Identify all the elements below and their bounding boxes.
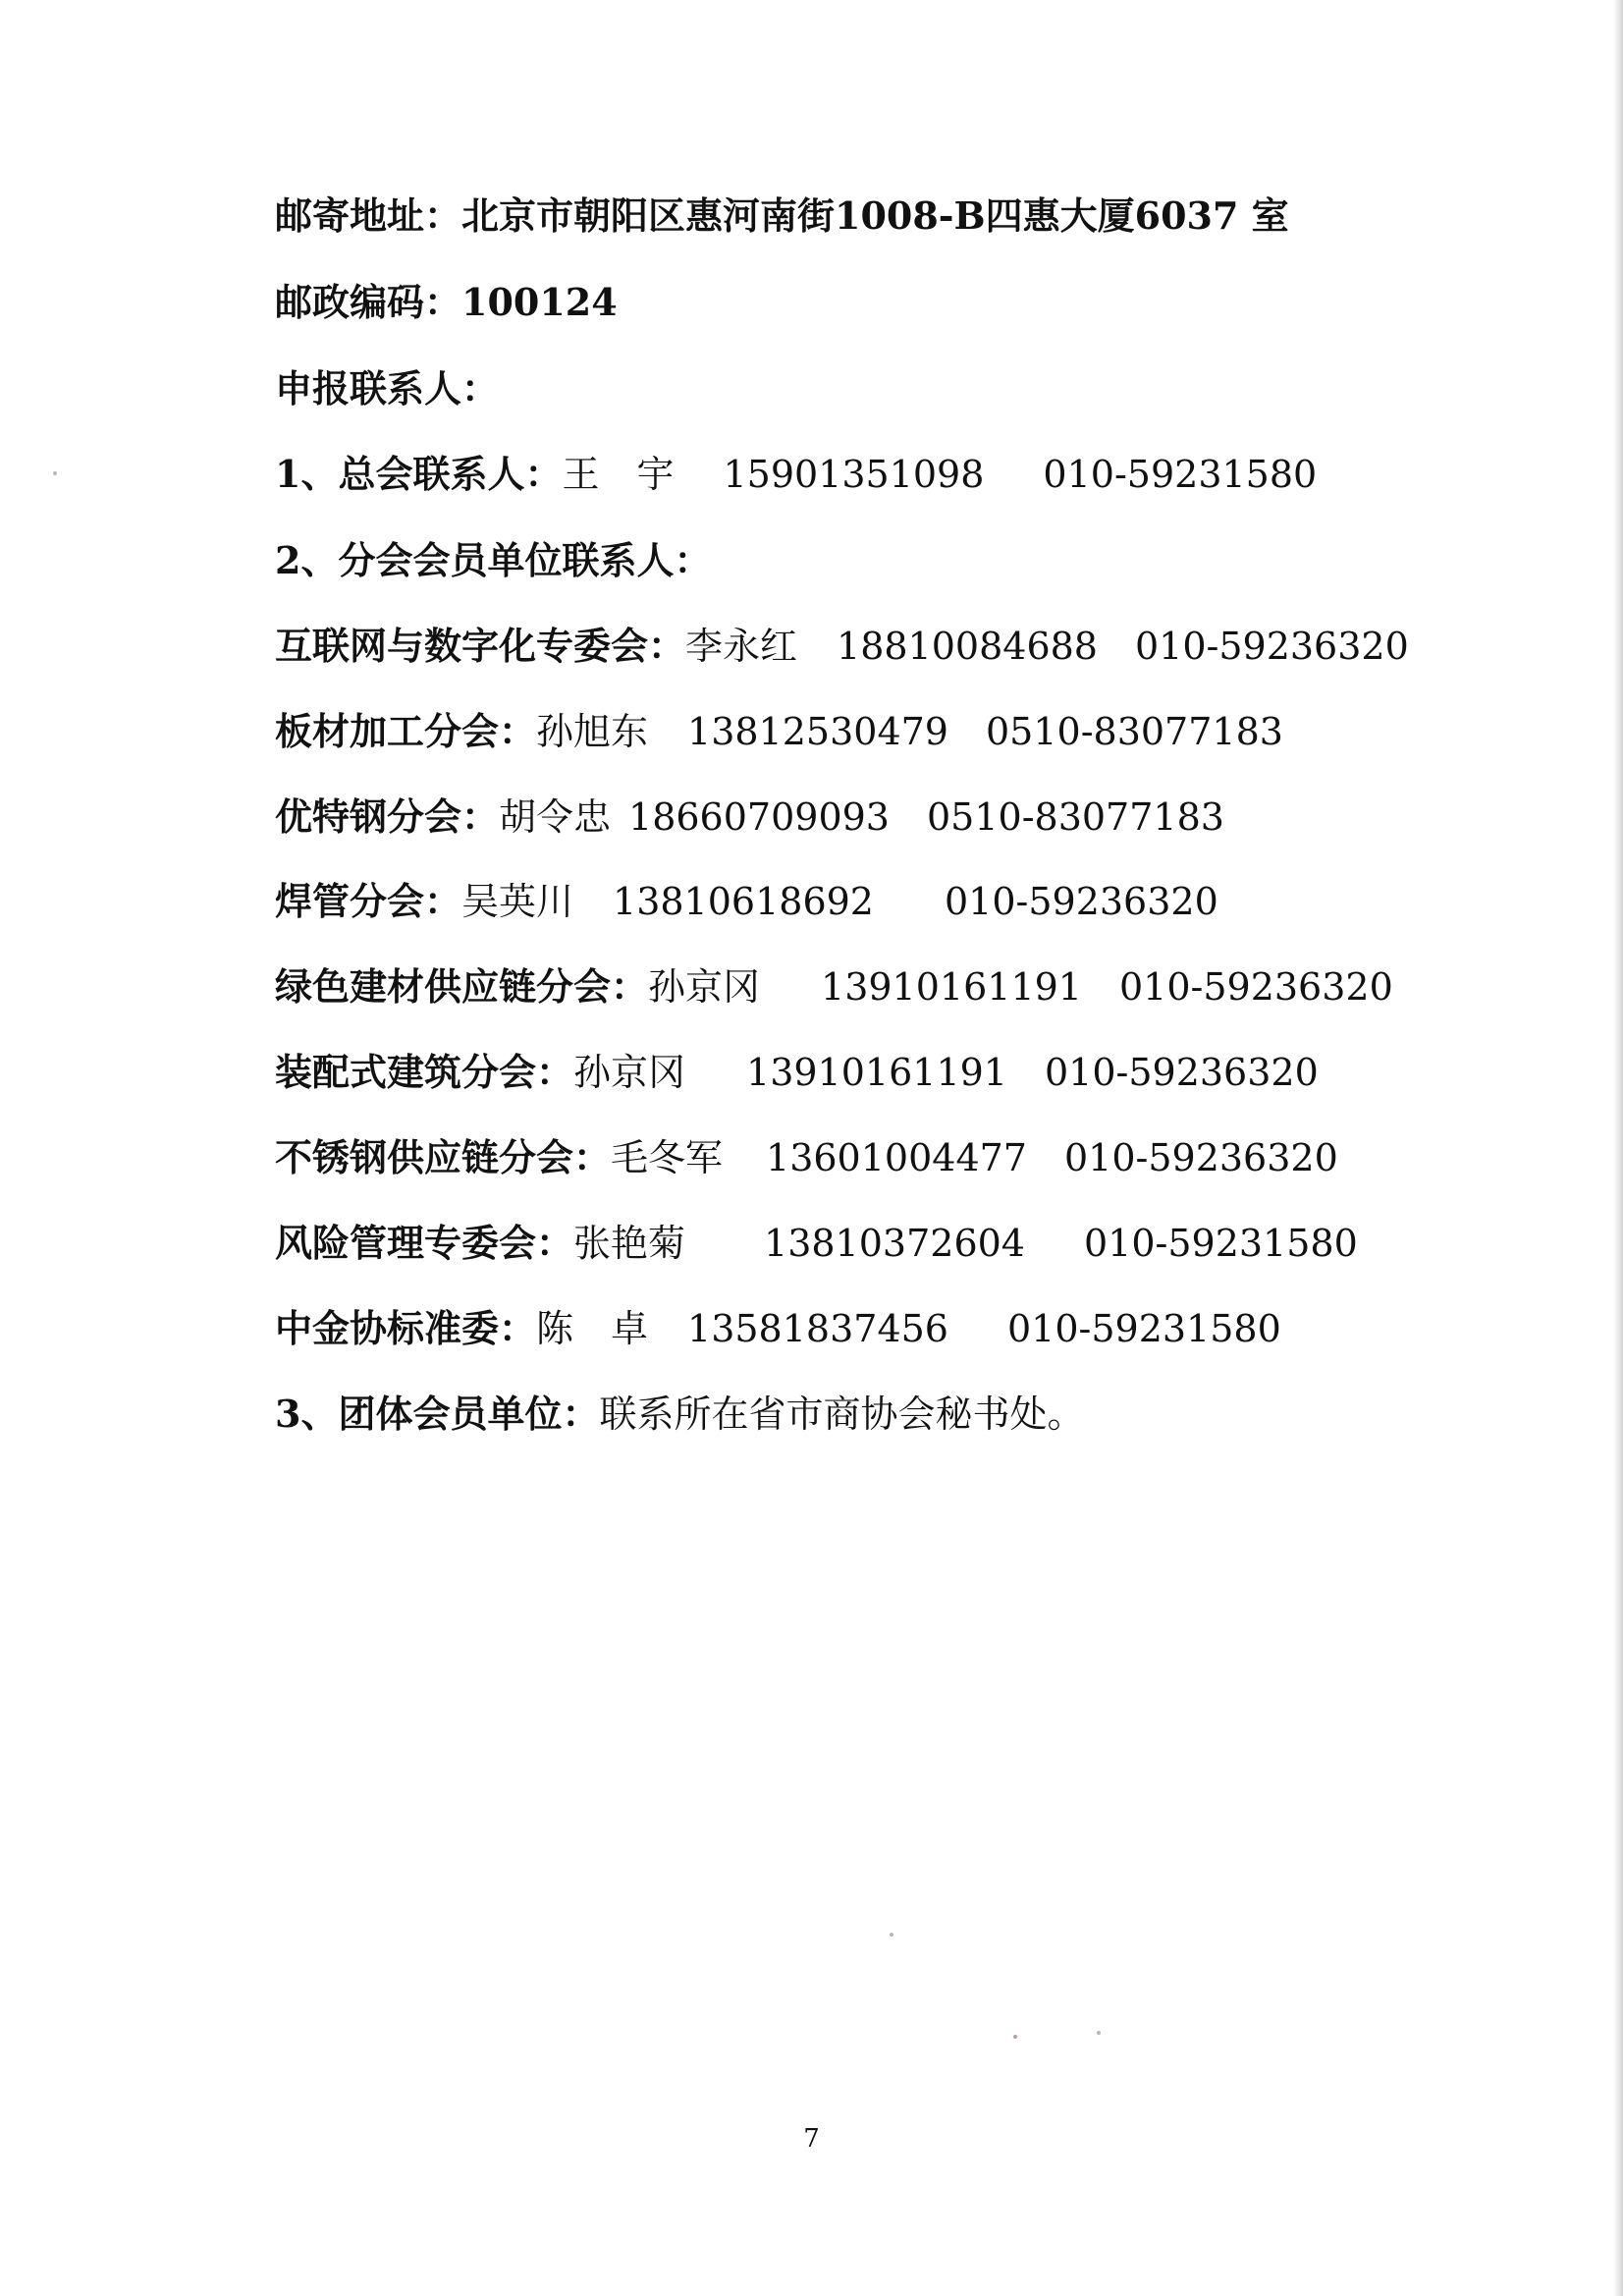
branch-contact-line [275, 1134, 1338, 1181]
branch-contact-line [275, 1049, 1319, 1096]
branch-contact-label: 优特钢分会： [275, 794, 500, 839]
branch-contact-phone: 0510-83077183 [926, 795, 1224, 839]
branch-contact-name: 孙京冈 [648, 965, 761, 1009]
branch-contact-label: 焊管分会： [275, 879, 462, 923]
head-office-contact-phone: 010-59231580 [1043, 453, 1318, 496]
branch-contact-label: 不锈钢供应链分会： [275, 1135, 612, 1179]
branch-contact-label: 互联网与数字化专委会： [275, 624, 686, 668]
scan-speck [1013, 2035, 1017, 2039]
branch-contact-phone: 010-59236320 [1118, 965, 1393, 1009]
head-office-contact-name: 王 宇 [562, 453, 675, 496]
contacts-heading [275, 365, 499, 412]
branch-contact-mobile: 13910161191 [746, 1051, 1007, 1094]
branch-contact-name: 孙京冈 [573, 1051, 686, 1094]
branch-contact-name: 吴英川 [461, 880, 574, 923]
branch-contact-name: 李永红 [685, 625, 798, 668]
branch-contact-mobile: 13581837456 [687, 1307, 948, 1350]
branch-contact-line [275, 1305, 1281, 1352]
branch-contact-phone: 010-59231580 [1006, 1307, 1281, 1350]
branch-contact-name: 毛冬军 [611, 1136, 724, 1179]
branch-contact-mobile: 13910161191 [821, 965, 1082, 1009]
branch-contact-name: 孙旭东 [536, 710, 649, 753]
scan-speck [1097, 2031, 1101, 2035]
branch-contact-mobile: 13812530479 [687, 710, 948, 753]
branch-contact-line [275, 963, 1393, 1011]
branch-contact-label: 中金协标准委： [275, 1306, 537, 1350]
scan-edge-shadow [1613, 0, 1623, 2296]
group-member-line [275, 1391, 1084, 1438]
head-office-contact-label: 1、总会联系人： [275, 452, 563, 496]
branch-contact-mobile: 13601004477 [766, 1136, 1027, 1179]
branch-contact-line [275, 708, 1283, 755]
group-member-label: 3、团体会员单位： [275, 1392, 600, 1436]
scan-speck [890, 1933, 893, 1937]
branch-contact-label: 装配式建筑分会： [275, 1050, 574, 1094]
branch-contact-mobile: 18810084688 [837, 625, 1098, 668]
branch-contact-phone: 0510-83077183 [985, 710, 1283, 753]
branch-contact-line [275, 793, 1224, 841]
branch-contacts-heading-text: 2、分会会员单位联系人： [275, 538, 712, 582]
branch-contact-phone: 010-59236320 [944, 880, 1218, 923]
head-office-contact-line [275, 451, 1317, 498]
branch-contact-name: 陈 卓 [536, 1307, 649, 1350]
branch-contact-label: 风险管理专委会： [275, 1221, 574, 1265]
branch-contact-name: 胡令忠 [499, 795, 612, 839]
postal-code-label: 邮政编码： [275, 280, 462, 324]
page-number: 7 [803, 2124, 820, 2154]
branch-contact-line [275, 878, 1218, 925]
postal-code-value: 100124 [461, 280, 618, 324]
branch-contact-label: 板材加工分会： [275, 709, 537, 753]
scan-speck [53, 471, 57, 475]
branch-contact-label: 绿色建材供应链分会： [275, 964, 649, 1009]
contacts-heading-text: 申报联系人： [275, 366, 500, 410]
branch-contacts-heading [275, 537, 711, 584]
branch-contact-phone: 010-59236320 [1134, 625, 1409, 668]
branch-contact-line [275, 1220, 1358, 1267]
branch-contact-mobile: 18660709093 [628, 795, 890, 839]
mailing-address-value: 北京市朝阳区惠河南街1008-B四惠大厦6037 室 [461, 193, 1289, 238]
branch-contact-phone: 010-59231580 [1083, 1222, 1358, 1265]
mailing-address-line [275, 192, 1289, 240]
branch-contact-phone: 010-59236320 [1044, 1051, 1319, 1094]
branch-contact-phone: 010-59236320 [1063, 1136, 1338, 1179]
group-member-value: 联系所在省市商协会秘书处。 [599, 1393, 1085, 1436]
head-office-contact-mobile: 15901351098 [723, 453, 985, 496]
mailing-address-label: 邮寄地址： [275, 193, 462, 238]
postal-code-line [275, 279, 618, 326]
branch-contact-name: 张艳菊 [573, 1222, 686, 1265]
branch-contact-line [275, 623, 1409, 670]
branch-contact-mobile: 13810372604 [764, 1222, 1025, 1265]
branch-contact-mobile: 13810618692 [613, 880, 874, 923]
